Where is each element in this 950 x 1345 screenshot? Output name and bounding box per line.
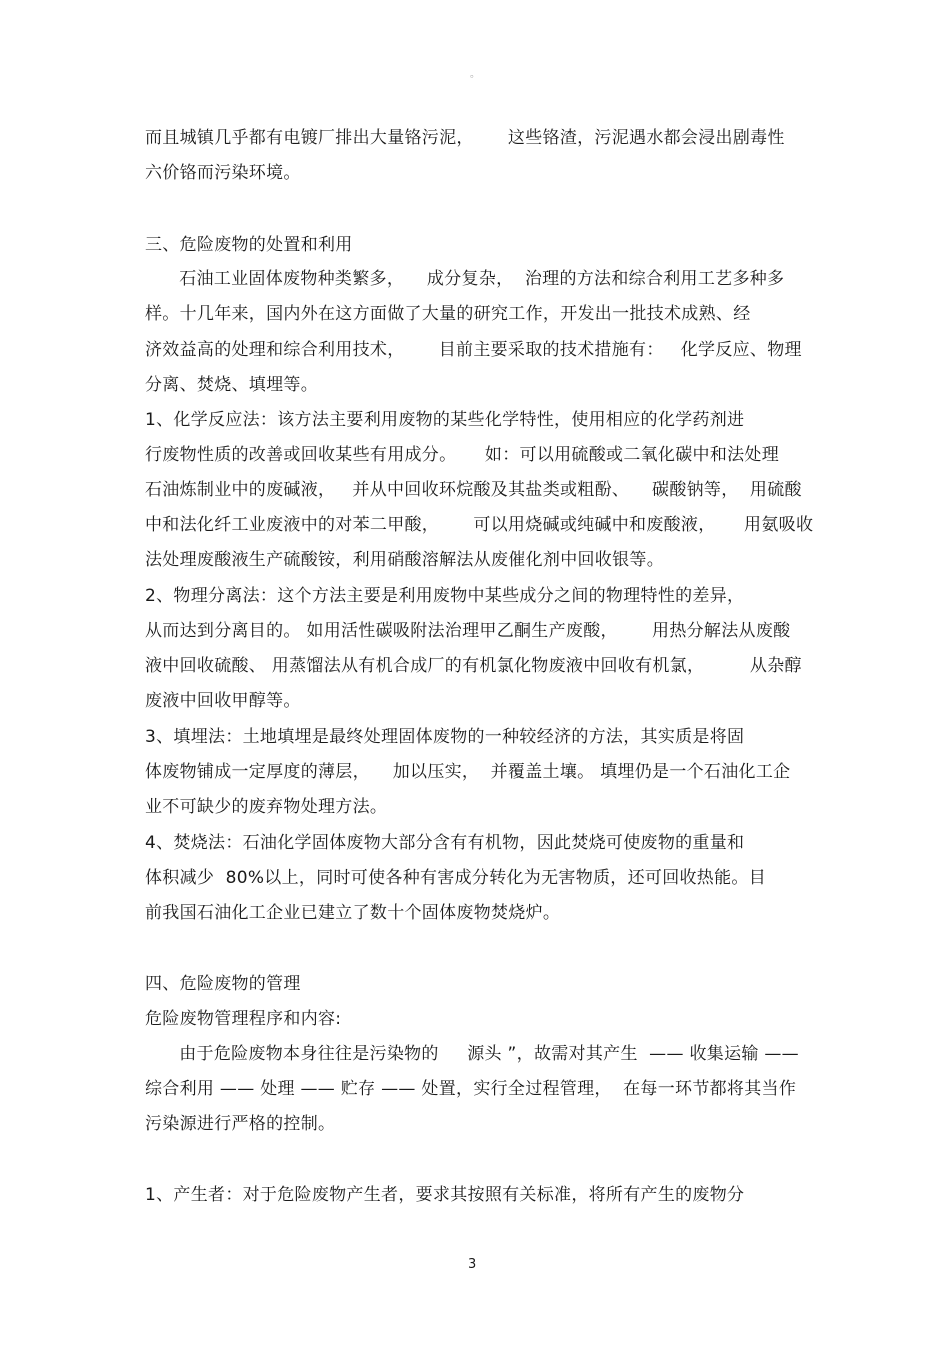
page-number: 3 bbox=[468, 1257, 477, 1272]
text-line: 2、物理分离法：这个方法主要是利用废物中某些成分之间的物理特性的差异， bbox=[145, 586, 745, 606]
text-line: 济效益高的处理和综合利用技术， 目前主要采取的技术措施有： 化学反应、物理 bbox=[145, 340, 802, 360]
text-line: 综合利用 —— 处理 —— 贮存 —— 处置，实行全过程管理， 在每一环节都将其当作 bbox=[145, 1079, 797, 1099]
text-line: 从而达到分离目的。 如用活性碳吸附法治理甲乙酮生产废酸， 用热分解法从废酸 bbox=[145, 621, 791, 641]
text-line: 废液中回收甲醇等。 bbox=[145, 691, 301, 711]
text-line: 而且城镇几乎都有电镀厂排出大量铬污泥， 这些铬渣，污泥遇水都会浸出剧毒性 bbox=[145, 128, 785, 148]
section-heading: 三、危险废物的处置和利用 bbox=[145, 235, 353, 255]
text-line: 样。十几年来，国内外在这方面做了大量的研究工作，开发出一批技术成熟、经 bbox=[145, 304, 751, 324]
text-line: 3、填埋法：土地填埋是最终处理固体废物的一种较经济的方法，其实质是将固 bbox=[145, 727, 745, 747]
text-line: 1、化学反应法：该方法主要利用废物的某些化学特性，使用相应的化学药剂进 bbox=[145, 410, 745, 430]
text-line: 污染源进行严格的控制。 bbox=[145, 1114, 336, 1134]
text-line: 中和法化纤工业废液中的对苯二甲酸， 可以用烧碱或纯碱中和废酸液， 用氨吸收 bbox=[145, 515, 814, 535]
text-line: 分离、焚烧、填埋等。 bbox=[145, 375, 318, 395]
text-line: 业不可缺少的废弃物处理方法。 bbox=[145, 797, 388, 817]
text-line: 行废物性质的改善或回收某些有用成分。 如：可以用硫酸或二氧化碳中和法处理 bbox=[145, 445, 780, 465]
text-line: 六价铬而污染环境。 bbox=[145, 163, 301, 183]
subheading: 危险废物管理程序和内容: bbox=[145, 1009, 342, 1029]
text-line: 前我国石油化工企业已建立了数十个固体废物焚烧炉。 bbox=[145, 903, 561, 923]
text-line: 法处理废酸液生产硫酸铵，利用硝酸溶解法从废催化剂中回收银等。 bbox=[145, 550, 664, 570]
text-line: 液中回收硫酸、 用蒸馏法从有机合成厂的有机氯化物废液中回收有机氯， 从杂醇 bbox=[145, 656, 802, 676]
text-line: 石油工业固体废物种类繁多， 成分复杂， 治理的方法和综合利用工艺多种多 bbox=[145, 269, 785, 289]
text-line: 1、产生者：对于危险废物产生者，要求其按照有关标准，将所有产生的废物分 bbox=[145, 1185, 745, 1205]
section-heading: 四、危险废物的管理 bbox=[145, 974, 301, 994]
text-line: 由于危险废物本身往往是污染物的 源头 ”，故需对其产生 —— 收集运输 —— bbox=[145, 1044, 799, 1064]
text-line: 4、焚烧法：石油化学固体废物大部分含有有机物，因此焚烧可使废物的重量和 bbox=[145, 833, 745, 853]
header-marker: 。 bbox=[470, 69, 480, 80]
text-line: 石油炼制业中的废碱液， 并从中回收环烷酸及其盐类或粗酚、 碳酸钠等， 用硫酸 bbox=[145, 480, 802, 500]
text-line: 体积减少 80%以上，同时可使各种有害成分转化为无害物质，还可回收热能。目 bbox=[145, 868, 766, 888]
text-line: 体废物铺成一定厚度的薄层， 加以压实， 并覆盖土壤。 填埋仍是一个石油化工企 bbox=[145, 762, 791, 782]
